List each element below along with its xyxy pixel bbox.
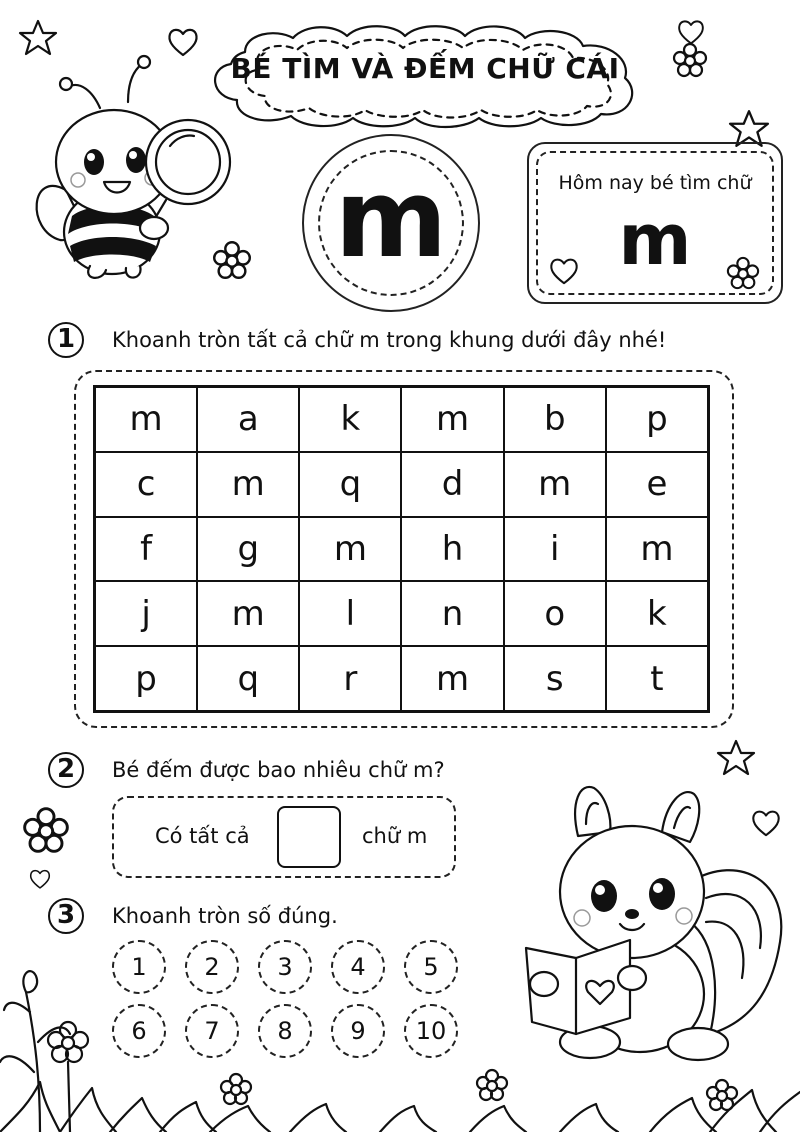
grid-cell[interactable]: m: [401, 387, 503, 452]
heart-icon: [548, 256, 580, 286]
number-choice[interactable]: 2: [185, 940, 239, 994]
section-2-number: 2: [48, 752, 84, 788]
grid-cell[interactable]: m: [197, 581, 299, 646]
grid-cell[interactable]: m: [299, 517, 401, 582]
grid-cell[interactable]: h: [401, 517, 503, 582]
grid-cell[interactable]: g: [197, 517, 299, 582]
grid-cell[interactable]: n: [401, 581, 503, 646]
grid-cell[interactable]: i: [504, 517, 606, 582]
section-1-number: 1: [48, 322, 84, 358]
number-choice[interactable]: 8: [258, 1004, 312, 1058]
featured-letter: m: [334, 157, 448, 282]
number-choice[interactable]: 1: [112, 940, 166, 994]
grid-cell[interactable]: c: [95, 452, 197, 517]
grid-cell[interactable]: s: [504, 646, 606, 711]
page-title: BÉ TÌM VÀ ĐẾM CHỮ CÁI: [230, 52, 620, 85]
section-1-instruction: Khoanh tròn tất cả chữ m trong khung dưới đây nhé!: [112, 328, 667, 352]
section-3-number: 3: [48, 898, 84, 934]
grid-cell[interactable]: e: [606, 452, 708, 517]
flower-icon: [672, 42, 708, 78]
heart-icon: [28, 868, 52, 890]
grid-cell[interactable]: b: [504, 387, 606, 452]
flower-icon: [726, 256, 760, 290]
flower-icon: [22, 806, 70, 854]
grid-cell[interactable]: m: [401, 646, 503, 711]
grass-border: [0, 962, 800, 1132]
number-choice[interactable]: 5: [404, 940, 458, 994]
number-choice[interactable]: 4: [331, 940, 385, 994]
grid-cell[interactable]: o: [504, 581, 606, 646]
grid-cell[interactable]: f: [95, 517, 197, 582]
grid-cell[interactable]: q: [299, 452, 401, 517]
grid-cell[interactable]: l: [299, 581, 401, 646]
grid-cell[interactable]: t: [606, 646, 708, 711]
count-suffix: chữ m: [362, 824, 428, 848]
bee-illustration: [30, 50, 245, 285]
grid-cell[interactable]: p: [95, 646, 197, 711]
grid-cell[interactable]: d: [401, 452, 503, 517]
grid-cell[interactable]: r: [299, 646, 401, 711]
number-choice[interactable]: 3: [258, 940, 312, 994]
section-3-instruction: Khoanh tròn số đúng.: [112, 904, 338, 928]
grid-cell[interactable]: q: [197, 646, 299, 711]
grid-cell[interactable]: m: [606, 517, 708, 582]
count-answer-box[interactable]: [277, 806, 341, 868]
grid-cell[interactable]: k: [299, 387, 401, 452]
grid-cell[interactable]: p: [606, 387, 708, 452]
number-choice[interactable]: 10: [404, 1004, 458, 1058]
grid-cell[interactable]: j: [95, 581, 197, 646]
number-choice[interactable]: 7: [185, 1004, 239, 1058]
grid-cell[interactable]: m: [197, 452, 299, 517]
number-choice[interactable]: 9: [331, 1004, 385, 1058]
grid-cell[interactable]: k: [606, 581, 708, 646]
count-prefix: Có tất cả: [155, 824, 250, 848]
section-2-instruction: Bé đếm được bao nhiêu chữ m?: [112, 758, 445, 782]
today-letter: m: [618, 199, 692, 281]
grid-cell[interactable]: a: [197, 387, 299, 452]
number-choice[interactable]: 6: [112, 1004, 166, 1058]
today-label: Hôm nay bé tìm chữ: [558, 172, 752, 194]
grid-cell[interactable]: m: [95, 387, 197, 452]
grid-cell[interactable]: m: [504, 452, 606, 517]
letter-grid: [93, 385, 710, 713]
